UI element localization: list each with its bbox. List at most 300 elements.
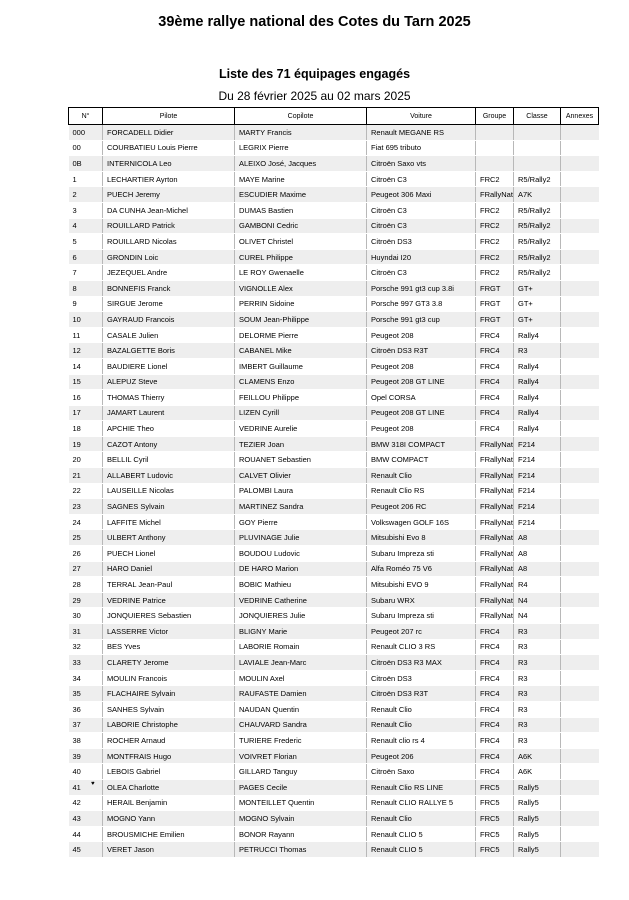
cell-car: Renault CLIO 5 <box>367 826 476 842</box>
cell-number: 33 <box>69 655 103 671</box>
cell-number: 36 <box>69 701 103 717</box>
cell-group <box>476 140 514 156</box>
cell-copilot: LEGRIX Pierre <box>235 140 367 156</box>
cell-copilot: MARTY Francis <box>235 125 367 141</box>
cell-class: F214 <box>514 468 561 484</box>
cell-pilot: FORCADELL Didier <box>103 125 235 141</box>
table-row <box>69 842 599 858</box>
table-row <box>69 779 599 795</box>
column-header-class: Classe <box>514 108 561 125</box>
table-row <box>69 405 599 421</box>
cell-class: R3 <box>514 670 561 686</box>
cell-pilot: ULBERT Anthony <box>103 530 235 546</box>
cell-pilot: LAUSEILLE Nicolas <box>103 483 235 499</box>
cell-class: R3 <box>514 686 561 702</box>
cell-group: FRallyNat <box>476 499 514 515</box>
table-row <box>69 701 599 717</box>
cell-copilot: ROUANET Sebastien <box>235 452 367 468</box>
cell-group: FRC5 <box>476 811 514 827</box>
cell-group: FRC4 <box>476 701 514 717</box>
cell-car: Peugeot 208 GT LINE <box>367 405 476 421</box>
cell-number: 15 <box>69 374 103 390</box>
cell-number: 21 <box>69 468 103 484</box>
table-row <box>69 546 599 562</box>
cell-pilot: GAYRAUD Francois <box>103 312 235 328</box>
cell-number: 43 <box>69 811 103 827</box>
table-row <box>69 327 599 343</box>
table-body <box>69 125 599 858</box>
cell-number: 10 <box>69 312 103 328</box>
table-row <box>69 811 599 827</box>
cell-pilot: COURBATIEU Louis Pierre <box>103 140 235 156</box>
table-row <box>69 187 599 203</box>
cell-class: Rally5 <box>514 842 561 858</box>
cell-number: 7 <box>69 265 103 281</box>
cell-annexes <box>561 530 599 546</box>
table-row <box>69 577 599 593</box>
table-row <box>69 156 599 172</box>
cell-copilot: VOIVRET Florian <box>235 748 367 764</box>
cell-copilot: DUMAS Bastien <box>235 202 367 218</box>
cell-group: FRC4 <box>476 624 514 640</box>
table-row <box>69 608 599 624</box>
column-header-car: Voiture <box>367 108 476 125</box>
cell-annexes <box>561 249 599 265</box>
cell-car: Mitsubishi Evo 8 <box>367 530 476 546</box>
cell-group: FRC4 <box>476 639 514 655</box>
cell-car: Citroën C3 <box>367 218 476 234</box>
cell-class: R5/Rally2 <box>514 202 561 218</box>
cell-copilot: FEILLOU Philippe <box>235 390 367 406</box>
cell-class: GT+ <box>514 280 561 296</box>
cell-number: 27 <box>69 561 103 577</box>
table-row <box>69 374 599 390</box>
cell-class: N4 <box>514 608 561 624</box>
cell-group: FRC4 <box>476 764 514 780</box>
cell-annexes <box>561 405 599 421</box>
cell-copilot: VIGNOLLE Alex <box>235 280 367 296</box>
cell-class: GT+ <box>514 312 561 328</box>
table-row <box>69 140 599 156</box>
table-row <box>69 358 599 374</box>
cell-annexes <box>561 125 599 141</box>
cell-class <box>514 140 561 156</box>
cell-copilot: IMBERT Guillaume <box>235 358 367 374</box>
cell-car: Citroën C3 <box>367 265 476 281</box>
cell-number: 5 <box>69 234 103 250</box>
cell-copilot: LABORIE Romain <box>235 639 367 655</box>
table-row <box>69 748 599 764</box>
cell-pilot: ROCHER Arnaud <box>103 733 235 749</box>
cell-number: 25 <box>69 530 103 546</box>
cell-group: FRC4 <box>476 358 514 374</box>
cell-car: Renault CLIO 3 RS <box>367 639 476 655</box>
cell-copilot: PLUVINAGE Julie <box>235 530 367 546</box>
cell-copilot: NAUDAN Quentin <box>235 701 367 717</box>
cell-group: FRallyNat <box>476 514 514 530</box>
cell-class: R3 <box>514 639 561 655</box>
cell-car: Renault Clio <box>367 717 476 733</box>
cell-copilot: ALEIXO José, Jacques <box>235 156 367 172</box>
cell-annexes <box>561 686 599 702</box>
cell-pilot: TERRAL Jean-Paul <box>103 577 235 593</box>
table-row <box>69 483 599 499</box>
table-row <box>69 733 599 749</box>
cell-car: Citroën DS3 R3 MAX <box>367 655 476 671</box>
cell-group: FRC4 <box>476 390 514 406</box>
cell-annexes <box>561 624 599 640</box>
cell-car: Porsche 997 GT3 3.8 <box>367 296 476 312</box>
cell-annexes <box>561 639 599 655</box>
cell-group: FRC4 <box>476 733 514 749</box>
cell-copilot: LAVIALE Jean-Marc <box>235 655 367 671</box>
cell-class: R3 <box>514 701 561 717</box>
cell-copilot: BONOR Rayann <box>235 826 367 842</box>
cell-pilot: GRONDIN Loic <box>103 249 235 265</box>
cell-pilot: SIRGUE Jerome <box>103 296 235 312</box>
cell-pilot: MOGNO Yann <box>103 811 235 827</box>
cell-class: A8 <box>514 530 561 546</box>
cell-class: Rally4 <box>514 374 561 390</box>
cell-group: FRC5 <box>476 826 514 842</box>
cell-car: Citroën DS3 <box>367 234 476 250</box>
cell-class: F214 <box>514 499 561 515</box>
cell-group: FRC4 <box>476 405 514 421</box>
cell-pilot: LAFFITE Michel <box>103 514 235 530</box>
cell-class: R5/Rally2 <box>514 218 561 234</box>
cell-car: Citroën DS3 <box>367 670 476 686</box>
table-row <box>69 530 599 546</box>
cell-group <box>476 125 514 141</box>
cell-copilot: DE HARO Marion <box>235 561 367 577</box>
cell-annexes <box>561 218 599 234</box>
cell-group: FRC5 <box>476 795 514 811</box>
cell-copilot: LIZEN Cyrill <box>235 405 367 421</box>
table-row <box>69 202 599 218</box>
cell-annexes <box>561 156 599 172</box>
table-row <box>69 280 599 296</box>
cell-number: 42 <box>69 795 103 811</box>
cell-group: FRallyNat <box>476 187 514 203</box>
table-row <box>69 265 599 281</box>
cell-number: 34 <box>69 670 103 686</box>
cell-number: 2 <box>69 187 103 203</box>
cell-pilot: OLEA Charlotte <box>103 779 235 795</box>
cell-copilot: CLAMENS Enzo <box>235 374 367 390</box>
cell-copilot: TEZIER Joan <box>235 436 367 452</box>
cell-annexes <box>561 764 599 780</box>
cell-class: A6K <box>514 764 561 780</box>
cell-annexes <box>561 717 599 733</box>
cell-class: A8 <box>514 546 561 562</box>
cell-class: F214 <box>514 436 561 452</box>
table-row <box>69 218 599 234</box>
cell-group: FRallyNat <box>476 592 514 608</box>
table-row <box>69 296 599 312</box>
cell-annexes <box>561 608 599 624</box>
table-row <box>69 686 599 702</box>
cell-car: Alfa Roméo 75 V6 <box>367 561 476 577</box>
cell-annexes <box>561 514 599 530</box>
cell-class: R5/Rally2 <box>514 249 561 265</box>
cell-annexes <box>561 265 599 281</box>
cell-class: R3 <box>514 733 561 749</box>
cell-car: Peugeot 206 RC <box>367 499 476 515</box>
cell-annexes <box>561 483 599 499</box>
cell-annexes <box>561 202 599 218</box>
page-title: 39ème rallye national des Cotes du Tarn 2025 <box>158 14 471 30</box>
cell-number: 17 <box>69 405 103 421</box>
cell-number: 39 <box>69 748 103 764</box>
table-row <box>69 655 599 671</box>
cell-copilot: VEDRINE Aurelie <box>235 421 367 437</box>
cell-number: 9 <box>69 296 103 312</box>
cell-class: Rally4 <box>514 421 561 437</box>
cell-pilot: CASALE Julien <box>103 327 235 343</box>
cell-car: Opel CORSA <box>367 390 476 406</box>
cell-car: Porsche 991 gt3 cup <box>367 312 476 328</box>
cell-pilot: BAUDIERE Lionel <box>103 358 235 374</box>
cell-copilot: CUREL Philippe <box>235 249 367 265</box>
table-row <box>69 670 599 686</box>
cell-car: Renault MEGANE RS <box>367 125 476 141</box>
cell-car: Citroën DS3 R3T <box>367 686 476 702</box>
cell-annexes <box>561 390 599 406</box>
cell-pilot: ROUILLARD Patrick <box>103 218 235 234</box>
cell-annexes <box>561 795 599 811</box>
cell-copilot: BOUDOU Ludovic <box>235 546 367 562</box>
table-row <box>69 421 599 437</box>
cell-group: FRallyNat <box>476 561 514 577</box>
table-row <box>69 436 599 452</box>
cell-annexes <box>561 779 599 795</box>
cell-copilot: DELORME Pierre <box>235 327 367 343</box>
cell-group: FRC4 <box>476 717 514 733</box>
cell-number: 23 <box>69 499 103 515</box>
cell-car: Volkswagen GOLF 16S <box>367 514 476 530</box>
cell-pilot: ALEPUZ Steve <box>103 374 235 390</box>
cell-class: N4 <box>514 592 561 608</box>
cell-car: Renault Clio RS <box>367 483 476 499</box>
cell-car: Citroën Saxo vts <box>367 156 476 172</box>
cell-copilot: MAYE Marine <box>235 171 367 187</box>
cell-pilot: HERAIL Benjamin <box>103 795 235 811</box>
cell-car: Subaru Impreza sti <box>367 608 476 624</box>
cell-group: FRC4 <box>476 374 514 390</box>
cell-car: Renault Clio <box>367 468 476 484</box>
cell-annexes <box>561 374 599 390</box>
cell-group <box>476 156 514 172</box>
cell-annexes <box>561 655 599 671</box>
cell-car: Subaru Impreza sti <box>367 546 476 562</box>
cell-pilot: SAGNES Sylvain <box>103 499 235 515</box>
cell-pilot: BELLIL Cyril <box>103 452 235 468</box>
cell-number: 31 <box>69 624 103 640</box>
cell-class <box>514 125 561 141</box>
entries-table <box>68 107 599 858</box>
cell-number: 0B <box>69 156 103 172</box>
cell-annexes <box>561 811 599 827</box>
cell-pilot: VEDRINE Patrice <box>103 592 235 608</box>
cell-group: FRallyNat <box>476 577 514 593</box>
cell-number: 22 <box>69 483 103 499</box>
cell-pilot: ALLABERT Ludovic <box>103 468 235 484</box>
cell-number: 16 <box>69 390 103 406</box>
cell-pilot: LEBOIS Gabriel <box>103 764 235 780</box>
cell-group: FRC4 <box>476 670 514 686</box>
cell-pilot: BES Yves <box>103 639 235 655</box>
cell-number: 6 <box>69 249 103 265</box>
cell-group: FRallyNat <box>476 530 514 546</box>
cell-class: R5/Rally2 <box>514 171 561 187</box>
cell-number: 20 <box>69 452 103 468</box>
cell-annexes <box>561 468 599 484</box>
cell-group: FRC4 <box>476 748 514 764</box>
cell-copilot: BOBIC Mathieu <box>235 577 367 593</box>
table-row <box>69 795 599 811</box>
cell-number: 19 <box>69 436 103 452</box>
cell-pilot: LABORIE Christophe <box>103 717 235 733</box>
cell-copilot: PAGES Cecile <box>235 779 367 795</box>
cell-class: GT+ <box>514 296 561 312</box>
table-row <box>69 764 599 780</box>
table-header <box>69 108 599 125</box>
cell-annexes <box>561 733 599 749</box>
cell-annexes <box>561 187 599 203</box>
cell-annexes <box>561 358 599 374</box>
cell-car: Renault CLIO RALLYE 5 <box>367 795 476 811</box>
cell-number: 000 <box>69 125 103 141</box>
cell-copilot: VEDRINE Catherine <box>235 592 367 608</box>
table-row <box>69 249 599 265</box>
cell-class: R3 <box>514 624 561 640</box>
cell-copilot: LE ROY Gwenaelle <box>235 265 367 281</box>
cell-class: Rally4 <box>514 405 561 421</box>
cell-group: FRC5 <box>476 779 514 795</box>
cell-group: FRC4 <box>476 327 514 343</box>
cell-car: Subaru WRX <box>367 592 476 608</box>
column-header-group: Groupe <box>476 108 514 125</box>
cell-pilot: JONQUIERES Sebastien <box>103 608 235 624</box>
cell-copilot: CABANEL Mike <box>235 343 367 359</box>
cell-annexes <box>561 577 599 593</box>
cell-number: 1 <box>69 171 103 187</box>
cell-group: FRallyNat <box>476 452 514 468</box>
cell-group: FRallyNat <box>476 436 514 452</box>
table-row <box>69 639 599 655</box>
cell-number: 29 <box>69 592 103 608</box>
cell-group: FRC4 <box>476 343 514 359</box>
cell-car: Citroën C3 <box>367 171 476 187</box>
cell-number: 8 <box>69 280 103 296</box>
cell-annexes <box>561 701 599 717</box>
cell-car: Peugeot 208 <box>367 358 476 374</box>
cell-class: F214 <box>514 514 561 530</box>
table-row <box>69 592 599 608</box>
cell-car: Mitsubishi EVO 9 <box>367 577 476 593</box>
cell-pilot: INTERNICOLA Leo <box>103 156 235 172</box>
cell-car: Renault CLIO 5 <box>367 842 476 858</box>
cell-annexes <box>561 140 599 156</box>
cell-pilot: CLARETY Jerome <box>103 655 235 671</box>
table-row <box>69 514 599 530</box>
table-row <box>69 717 599 733</box>
cell-copilot: MOULIN Axel <box>235 670 367 686</box>
cell-group: FRC2 <box>476 234 514 250</box>
cell-copilot: BLIGNY Marie <box>235 624 367 640</box>
cell-annexes <box>561 280 599 296</box>
cell-group: FRC2 <box>476 249 514 265</box>
cell-copilot: CHAUVARD Sandra <box>235 717 367 733</box>
table-row <box>69 234 599 250</box>
table-row <box>69 312 599 328</box>
cell-car: Huyndai I20 <box>367 249 476 265</box>
cell-copilot: MONTEILLET Quentin <box>235 795 367 811</box>
cell-number: 38 <box>69 733 103 749</box>
event-dates: Du 28 février 2025 au 02 mars 2025 <box>218 89 411 103</box>
cell-pilot: BONNEFIS Franck <box>103 280 235 296</box>
table-row <box>69 343 599 359</box>
cell-number: 00 <box>69 140 103 156</box>
cell-number: 35 <box>69 686 103 702</box>
cell-group: FRallyNat <box>476 468 514 484</box>
cell-number: 32 <box>69 639 103 655</box>
cell-annexes <box>561 826 599 842</box>
cell-car: Renault Clio RS LINE <box>367 779 476 795</box>
cell-car: BMW 318I COMPACT <box>367 436 476 452</box>
cell-pilot: FLACHAIRE Sylvain <box>103 686 235 702</box>
cell-car: Peugeot 208 <box>367 327 476 343</box>
cell-car: Citroën DS3 R3T <box>367 343 476 359</box>
cell-class: R3 <box>514 343 561 359</box>
cell-number: 14 <box>69 358 103 374</box>
cell-car: Peugeot 208 GT LINE <box>367 374 476 390</box>
column-header-pilot: Pilote <box>103 108 235 125</box>
cell-group: FRC5 <box>476 842 514 858</box>
cell-class: R3 <box>514 655 561 671</box>
cell-annexes <box>561 343 599 359</box>
cell-copilot: CALVET Olivier <box>235 468 367 484</box>
cell-pilot: MOULIN Francois <box>103 670 235 686</box>
cell-class: R4 <box>514 577 561 593</box>
cell-pilot: HARO Daniel <box>103 561 235 577</box>
cell-number: 12 <box>69 343 103 359</box>
cell-copilot: GILLARD Tanguy <box>235 764 367 780</box>
cell-number: 11 <box>69 327 103 343</box>
cell-pilot: LECHARTIER Ayrton <box>103 171 235 187</box>
cell-pilot: VERET Jason <box>103 842 235 858</box>
cell-car: Citroën C3 <box>367 202 476 218</box>
cell-number: 41 <box>69 779 103 795</box>
cell-annexes <box>561 421 599 437</box>
table-row <box>69 468 599 484</box>
cell-number: 37 <box>69 717 103 733</box>
cell-car: Citroën Saxo <box>367 764 476 780</box>
cell-copilot: SOUM Jean-Philippe <box>235 312 367 328</box>
cell-car: Peugeot 208 <box>367 421 476 437</box>
cell-pilot: ROUILLARD Nicolas <box>103 234 235 250</box>
cell-class: R5/Rally2 <box>514 234 561 250</box>
table-row <box>69 452 599 468</box>
cell-pilot: MONTFRAIS Hugo <box>103 748 235 764</box>
cell-copilot: OLIVET Christel <box>235 234 367 250</box>
cell-class: A8 <box>514 561 561 577</box>
cell-copilot: MARTINEZ Sandra <box>235 499 367 515</box>
cell-annexes <box>561 296 599 312</box>
cell-class: Rally4 <box>514 358 561 374</box>
cell-class: R3 <box>514 717 561 733</box>
cell-copilot: MOGNO Sylvain <box>235 811 367 827</box>
